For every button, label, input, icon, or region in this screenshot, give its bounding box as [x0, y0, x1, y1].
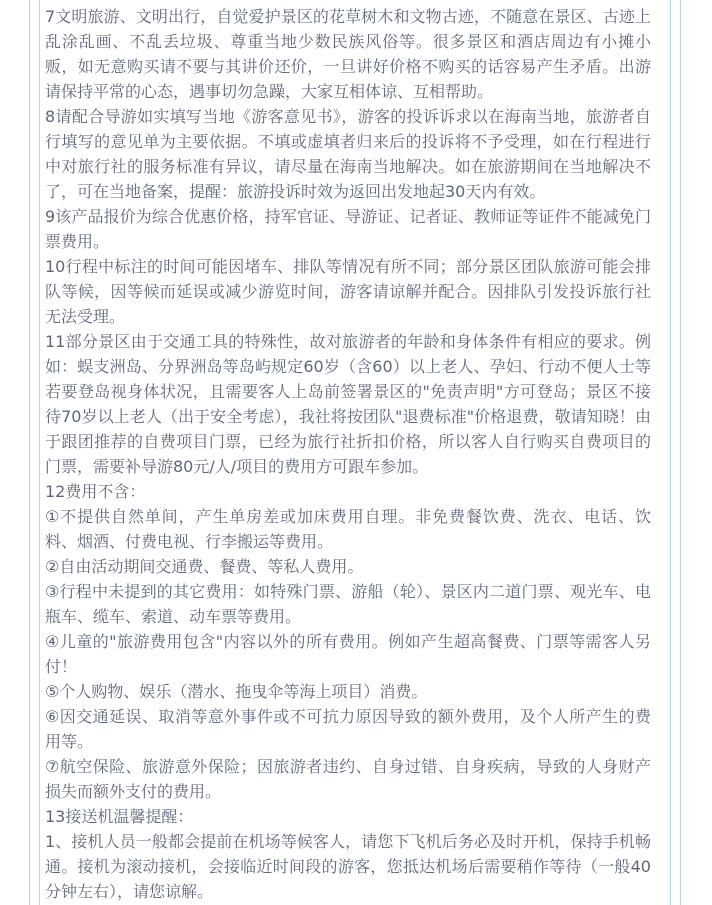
terms-paragraph: ①不提供自然单间，产生单房差或加床费用自理。非免费餐饮费、洗衣、电话、饮料、烟酒、付费电视、行李搬运等费用。 — [45, 507, 651, 551]
terms-paragraph: ②自由活动期间交通费、餐费、等私人费用。 — [45, 557, 364, 576]
outer-left-border-line — [29, 0, 30, 905]
terms-paragraph: 13接送机温馨提醒： — [45, 807, 194, 826]
terms-paragraph: 8请配合导游如实填写当地《游客意见书》，游客的投诉诉求以在海南当地，旅游者自行填写的意见单为主要依据。不填或虚填者归来后的投诉将不予受理，如在行程进行中对旅行社的服务标准有异议，请尽量在海南当地解决。如在旅游期间在当地解决不了，可在当地备案，提醒：旅游投诉时效为返回出发地起30天内有效。 — [45, 107, 651, 201]
outer-right-border-line — [680, 0, 681, 905]
inner-right-border-line — [670, 0, 671, 905]
terms-paragraph: ④儿童的"旅游费用包含"内容以外的所有费用。例如产生超高餐费、门票等需客人另付！ — [45, 632, 651, 676]
terms-paragraph: 10行程中标注的时间可能因堵车、排队等情况有所不同；部分景区团队旅游可能会排队等候，因等候而延误或减少游览时间，游客请谅解并配合。因排队引发投诉旅行社无法受理。 — [45, 257, 651, 326]
terms-paragraph: ⑤个人购物、娱乐（潜水、拖曳伞等海上项目）消费。 — [45, 682, 428, 701]
terms-paragraph: 9该产品报价为综合优惠价格，持军官证、导游证、记者证、教师证等证件不能减免门票费用。 — [45, 207, 651, 251]
terms-paragraph: ⑦航空保险、旅游意外保险；因旅游者违约、自身过错、自身疾病，导致的人身财产损失而额外支付的费用。 — [45, 757, 651, 801]
terms-paragraph: 11部分景区由于交通工具的特殊性，故对旅游者的年龄和身体条件有相应的要求。例如：蜈支洲岛、分界洲岛等岛屿规定60岁（含60）以上老人、孕妇、行动不便人士等若要登岛视身体状况，且需要客人上岛前签署景区的"免责声明"方可登岛；景区不接待70岁以上老人（出于安全考虑），我社将按团队"退费标准"价格退费，敬请知晓！由于跟团推荐的自费项目门票，已经为旅行社折扣价格，所以客人自行购买自费项目的门票，需要补导游80元/人/项目的费用方可跟车参加。 — [45, 332, 651, 476]
terms-paragraph: 1、接机人员一般都会提前在机场等候客人，请您下飞机后务必及时开机，保持手机畅通。接机为滚动接机，会接临近时间段的游客，您抵达机场后需要稍作等待（一般40分钟左右），请您谅解。 — [45, 832, 651, 901]
inner-left-border-line — [39, 0, 40, 905]
terms-paragraph: 12费用不含： — [45, 482, 146, 501]
terms-paragraph: ③行程中未提到的其它费用：如特殊门票、游船（轮）、景区内二道门票、观光车、电瓶车、缆车、索道、动车票等费用。 — [45, 582, 651, 626]
terms-paragraph: ⑥因交通延误、取消等意外事件或不可抗力原因导致的额外费用，及个人所产生的费用等。 — [45, 707, 651, 751]
terms-paragraph: 7文明旅游、文明出行，自觉爱护景区的花草树木和文物古迹，不随意在景区、古迹上乱涂乱画、不乱丢垃圾、尊重当地少数民族风俗等。很多景区和酒店周边有小摊小贩，如无意购买请不要与其讲价还价，一旦讲好价格不购买的话容易产生矛盾。出游请保持平常的心态，遇事切勿急躁，大家互相体谅、互相帮助。 — [45, 7, 651, 101]
terms-text-block — [45, 4, 651, 904]
